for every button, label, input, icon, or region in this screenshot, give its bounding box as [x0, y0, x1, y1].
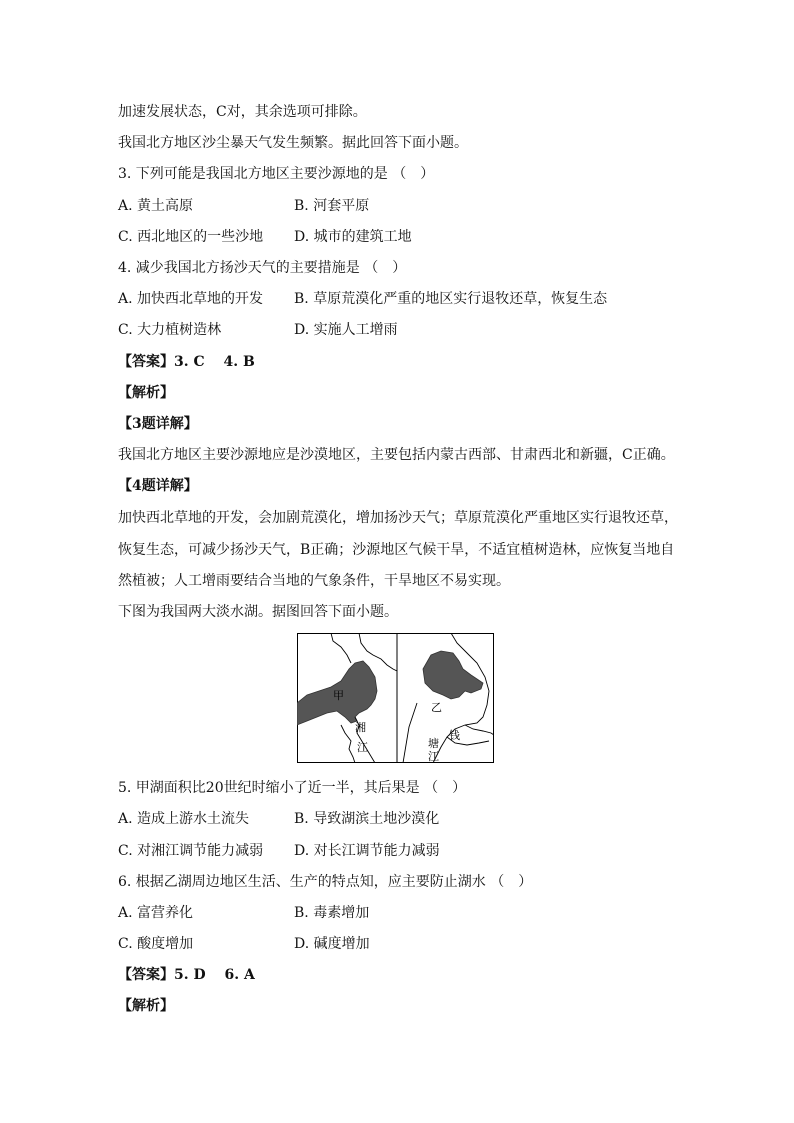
option-d: D. 城市的建筑工地 — [294, 229, 412, 245]
question-5: 5. 甲湖面积比20世纪时缩小了近一半，其后果是 （ ） — [118, 780, 467, 796]
map-label-tang: 塘 — [428, 737, 439, 750]
option-a: A. 造成上游水土流失 — [118, 811, 250, 827]
detail-text: 我国北方地区主要沙源地应是沙漠地区，主要包括内蒙古西部、甘肃西北和新疆，C正确。 — [118, 447, 675, 463]
map-label-qian: 钱 — [449, 729, 460, 742]
detail-heading-4: 【4题详解】 — [118, 478, 198, 494]
question-3: 3. 下列可能是我国北方地区主要沙源地的是 （ ） — [118, 166, 435, 182]
answer-line: 【答案】3. C 4. B — [118, 354, 255, 370]
option-d: D. 实施人工增雨 — [294, 322, 398, 338]
text-line: 我国北方地区沙尘暴天气发生频繁。据此回答下面小题。 — [118, 135, 468, 151]
option-b: B. 草原荒漠化严重的地区实行退牧还草，恢复生态 — [294, 291, 608, 307]
question-6: 6. 根据乙湖周边地区生活、生产的特点知，应主要防止湖水 （ ） — [118, 874, 533, 890]
option-c: C. 酸度增加 — [118, 936, 194, 952]
option-d: D. 对长江调节能力减弱 — [294, 843, 440, 859]
option-b: B. 河套平原 — [294, 198, 370, 214]
option-a: A. 富营养化 — [118, 905, 194, 921]
option-c: C. 对湘江调节能力减弱 — [118, 843, 264, 859]
detail-text: 加快西北草地的开发，会加剧荒漠化，增加扬沙天气；草原荒漠化严重地区实行退牧还草， — [118, 510, 678, 526]
map-label-yi: 乙 — [431, 701, 442, 714]
question-4: 4. 减少我国北方扬沙天气的主要措施是 （ ） — [118, 260, 407, 276]
answer-line: 【答案】5. D 6. A — [118, 967, 255, 983]
option-a: A. 加快西北草地的开发 — [118, 291, 264, 307]
option-b: B. 毒素增加 — [294, 905, 370, 921]
text-line: 下图为我国两大淡水湖。据图回答下面小题。 — [118, 604, 398, 620]
detail-text: 恢复生态，可减少扬沙天气，B正确；沙源地区气候干旱，不适宜植树造林，应恢复当地自 — [118, 542, 675, 558]
option-c: C. 大力植树造林 — [118, 322, 222, 338]
option-d: D. 碱度增加 — [294, 936, 370, 952]
analysis-heading: 【解析】 — [118, 998, 174, 1014]
option-a: A. 黄土高原 — [118, 198, 194, 214]
detail-heading-3: 【3题详解】 — [118, 416, 198, 432]
option-b: B. 导致湖滨土地沙漠化 — [294, 811, 440, 827]
map-label-jiang: 江 — [357, 741, 368, 754]
analysis-heading: 【解析】 — [118, 385, 174, 401]
map-label-xiang: 湘 — [355, 721, 366, 734]
map-label-jiang: 江 — [428, 750, 439, 763]
lake-map-figure — [297, 633, 494, 763]
text-line: 加速发展状态，C对，其余选项可排除。 — [118, 104, 367, 120]
option-c: C. 西北地区的一些沙地 — [118, 229, 264, 245]
detail-text: 然植被；人工增雨要结合当地的气象条件，干旱地区不易实现。 — [118, 573, 510, 589]
map-label-jia: 甲 — [333, 689, 344, 702]
